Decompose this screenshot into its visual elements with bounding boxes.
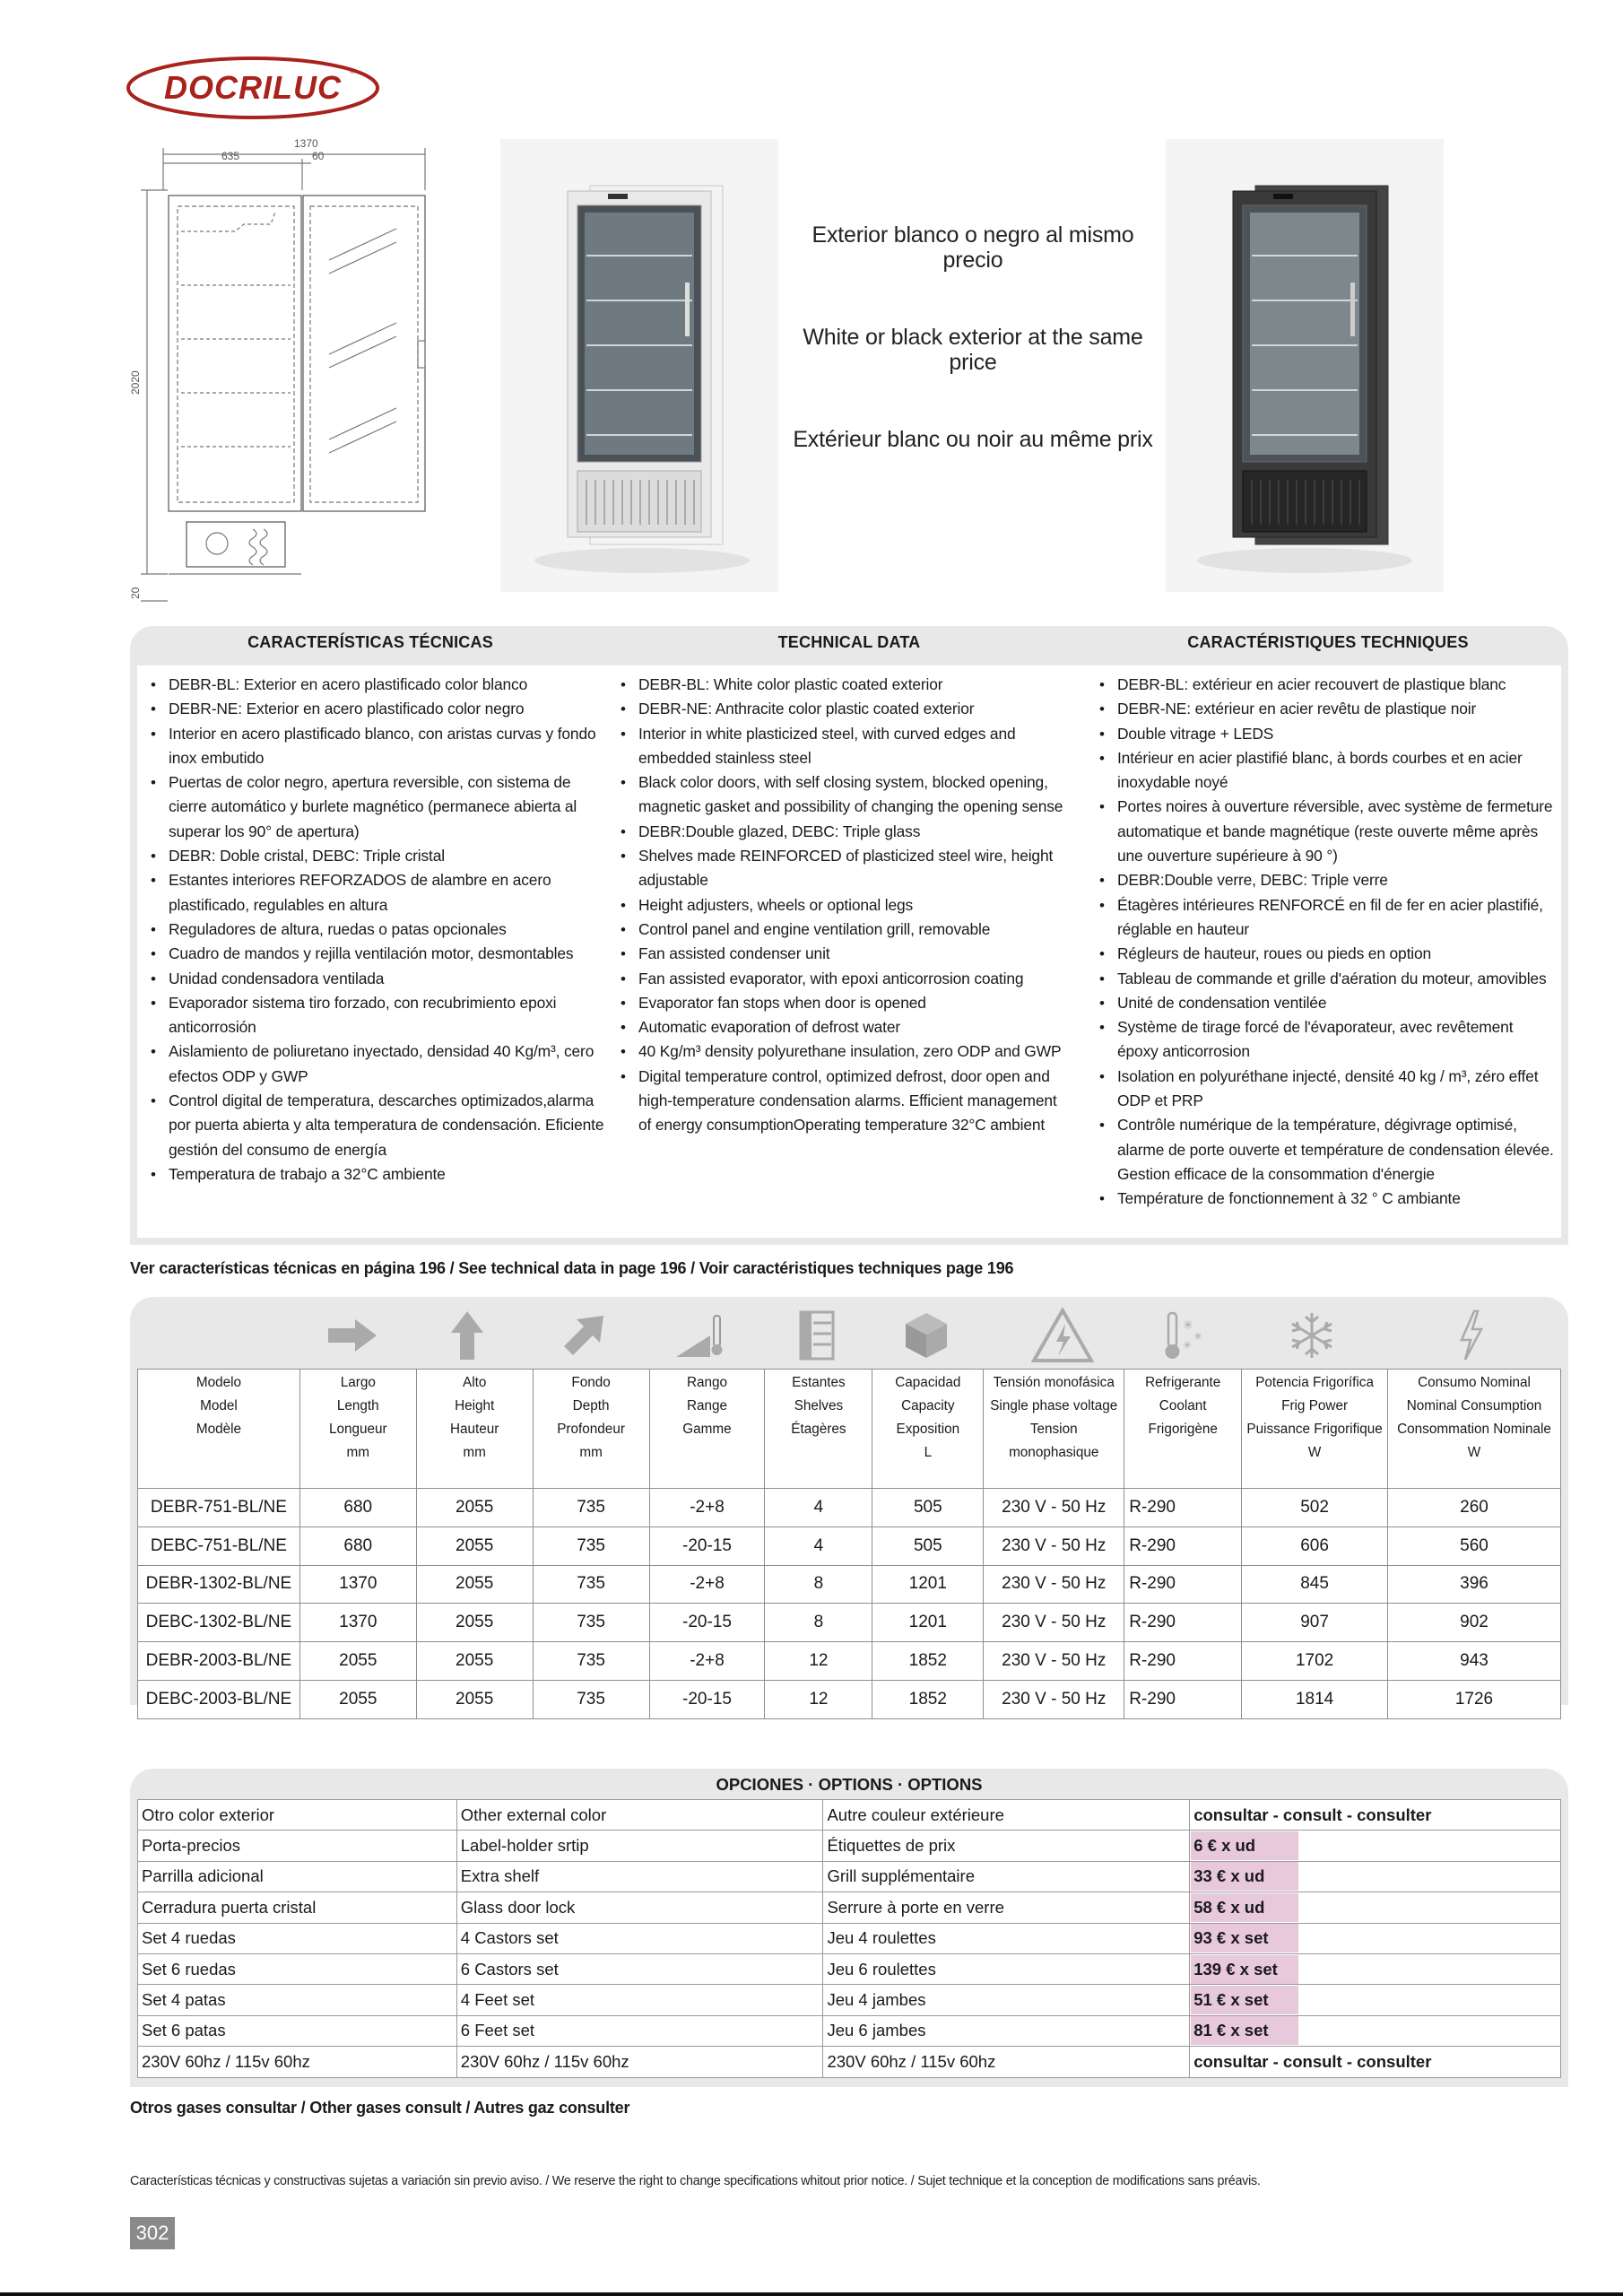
option-price-value: 139 € x set xyxy=(1191,1955,1298,1984)
column-header-line: Frig Power xyxy=(1281,1398,1349,1413)
option-price xyxy=(1190,1892,1561,1923)
table-cell: 1852 xyxy=(872,1680,984,1718)
table-cell: 735 xyxy=(533,1642,649,1681)
table-row xyxy=(138,1604,1561,1642)
column-header-line: Consommation Nominale xyxy=(1397,1422,1551,1437)
table-cell: 260 xyxy=(1388,1489,1561,1527)
column-header-line: mm xyxy=(346,1445,370,1460)
table-cell: 4 xyxy=(765,1489,872,1527)
dim-total-width: 1370 xyxy=(294,137,318,150)
table-header-row xyxy=(138,1370,1561,1489)
column-header-line: Shelves xyxy=(794,1398,844,1413)
option-name-en: Glass door lock xyxy=(456,1892,823,1923)
column-header-line: Fondo xyxy=(571,1375,611,1390)
column-header xyxy=(533,1370,649,1489)
option-name-es: 230V 60hz / 115v 60hz xyxy=(138,2047,457,2077)
column-header-line: mm xyxy=(463,1445,486,1460)
table-cell: 4 xyxy=(765,1526,872,1565)
option-name-fr: Étiquettes de prix xyxy=(823,1831,1190,1861)
model-name-cell: DEBC-2003-BL/NE xyxy=(138,1680,300,1718)
spec-item-en: • DEBR:Double glazed, DEBC: Triple glass xyxy=(616,820,1073,844)
column-header-line: Puissance Frigorifique xyxy=(1246,1422,1383,1437)
spec-item-es: • Estantes interiores REFORZADOS de alambre en acero plastificado, regulables en altura xyxy=(146,868,612,918)
model-name-cell: DEBC-751-BL/NE xyxy=(138,1526,300,1565)
column-header-line: Longueur xyxy=(328,1422,387,1437)
column-header-line: Coolant xyxy=(1159,1398,1207,1413)
option-price-value: 81 € x set xyxy=(1191,2016,1298,2045)
option-price-value: 51 € x set xyxy=(1191,1986,1298,2014)
arrow-up-icon xyxy=(422,1309,512,1361)
spec-item-fr: • Unité de condensation ventilée xyxy=(1095,991,1557,1015)
column-header-line: Potencia Frigorífica xyxy=(1255,1375,1374,1390)
table-cell: -20-15 xyxy=(649,1604,765,1642)
spec-item-es: • Aislamiento de poliuretano inyectado, densidad 40 Kg/m³, cero efectos ODP y GWP xyxy=(146,1039,612,1089)
voltage-warning-icon xyxy=(1018,1309,1107,1361)
specs-title-en: TECHNICAL DATA xyxy=(777,633,921,651)
column-header-line: Largo xyxy=(340,1375,376,1390)
table-cell: 943 xyxy=(1388,1642,1561,1681)
option-price xyxy=(1190,1985,1561,2015)
arrow-right-icon xyxy=(308,1309,397,1361)
option-row xyxy=(138,1831,1561,1861)
specs-title-es: CARACTERÍSTICAS TÉCNICAS xyxy=(247,633,493,651)
spec-item-es: • Control digital de temperatura, descarches optimizados,alarma por puerta abierta y alta temperatura de condensación. Eficiente gestión del consumo de energía xyxy=(146,1089,612,1162)
spec-item-fr: • DEBR-NE: extérieur en acier revêtu de plastique noir xyxy=(1095,697,1557,721)
column-header-line: Modelo xyxy=(195,1375,241,1390)
table-row xyxy=(138,1526,1561,1565)
white-fridge-image xyxy=(500,139,778,592)
column-header-line: Refrigerante xyxy=(1145,1375,1221,1390)
specs-title-fr: CARACTÉRISTIQUES TECHNIQUES xyxy=(1187,633,1469,651)
snowflake-icon xyxy=(1267,1309,1357,1361)
option-name-fr: Grill supplémentaire xyxy=(823,1861,1190,1892)
option-price: consultar - consult - consulter xyxy=(1190,2047,1561,2077)
specs-body xyxy=(137,633,1561,1238)
table-cell: 502 xyxy=(1242,1489,1388,1527)
dim-right-width: 60 xyxy=(312,150,325,162)
table-cell: 230 V - 50 Hz xyxy=(984,1565,1124,1604)
spec-item-fr: • Contrôle numérique de la température, dégivrage optimisé, alarme de porte ouverte et température de condensation élevée. Gestion efficace de la consommation d'énergie xyxy=(1095,1113,1557,1187)
option-price-value: 33 € x ud xyxy=(1191,1862,1298,1891)
svg-text:✳: ✳ xyxy=(1183,1339,1193,1352)
option-name-es: Set 4 patas xyxy=(138,1985,457,2015)
column-header-line: Exposition xyxy=(896,1422,960,1437)
spec-item-en: • Fan assisted evaporator, with epoxi anticorrosion coating xyxy=(616,967,1073,991)
column-header-line xyxy=(1124,1441,1241,1465)
table-cell: 8 xyxy=(765,1565,872,1604)
column-header-line: Nominal Consumption xyxy=(1406,1398,1542,1413)
column-header-line: Single phase voltage xyxy=(990,1398,1118,1413)
option-name-en: Label-holder srtip xyxy=(456,1831,823,1861)
column-header xyxy=(416,1370,533,1489)
column-header-line: W xyxy=(1467,1445,1481,1460)
column-header xyxy=(138,1370,300,1489)
slogan-en: White or black exterior at the same price xyxy=(803,325,1143,375)
option-name-fr: Autre couleur extérieure xyxy=(823,1800,1190,1831)
option-name-en: Other external color xyxy=(456,1800,823,1831)
option-name-en: 4 Feet set xyxy=(456,1985,823,2015)
column-header-line: Rango xyxy=(686,1375,728,1390)
spec-item-fr: • Double vitrage + LEDS xyxy=(1095,722,1557,746)
spec-item-fr: • DEBR:Double verre, DEBC: Triple verre xyxy=(1095,868,1557,892)
option-name-fr: Serrure à porte en verre xyxy=(823,1892,1190,1923)
column-header xyxy=(765,1370,872,1489)
table-cell: 2055 xyxy=(416,1526,533,1565)
column-header-line xyxy=(138,1441,299,1465)
specs-list-en xyxy=(616,673,1073,1138)
spec-item-es: • Puertas de color negro, apertura reversible, con sistema de cierre automático y burlete magnético (permanece abierta al superar los 90° de apertura) xyxy=(146,770,612,844)
spec-item-fr: • Système de tirage forcé de l'évaporateur, avec revêtement époxy anticorrosion xyxy=(1095,1015,1557,1065)
column-header xyxy=(299,1370,416,1489)
table-cell: 2055 xyxy=(299,1680,416,1718)
shelves-icon xyxy=(772,1309,862,1361)
specs-list-es xyxy=(146,673,612,1187)
table-row xyxy=(138,1565,1561,1604)
option-price xyxy=(1190,1831,1561,1861)
model-name-cell: DEBR-2003-BL/NE xyxy=(138,1642,300,1681)
column-header-line: Estantes xyxy=(792,1375,846,1390)
option-row xyxy=(138,1800,1561,1831)
table-cell: 230 V - 50 Hz xyxy=(984,1604,1124,1642)
technical-drawing xyxy=(127,135,432,610)
column-header-line: Tension monophasique xyxy=(1009,1422,1099,1460)
technical-specs-panel xyxy=(130,626,1568,1245)
specs-list-fr xyxy=(1095,673,1557,1212)
table-cell: 2055 xyxy=(416,1565,533,1604)
table-row xyxy=(138,1642,1561,1681)
model-name-cell: DEBR-751-BL/NE xyxy=(138,1489,300,1527)
table-cell: 2055 xyxy=(416,1642,533,1681)
table-cell: 505 xyxy=(872,1526,984,1565)
spec-item-es: • DEBR: Doble cristal, DEBC: Triple cristal xyxy=(146,844,612,868)
table-cell: 8 xyxy=(765,1604,872,1642)
option-name-es: Set 6 ruedas xyxy=(138,1953,457,1984)
slogan-es: Exterior blanco o negro al mismo precio xyxy=(812,222,1134,273)
option-name-fr: Jeu 4 roulettes xyxy=(823,1923,1190,1953)
table-cell: -20-15 xyxy=(649,1680,765,1718)
spec-item-es: • Temperatura de trabajo a 32°C ambiente xyxy=(146,1162,612,1187)
model-name-cell: DEBR-1302-BL/NE xyxy=(138,1565,300,1604)
table-cell: 1852 xyxy=(872,1642,984,1681)
column-header-line: Profondeur xyxy=(557,1422,625,1437)
table-cell: R-290 xyxy=(1124,1489,1242,1527)
options-table xyxy=(137,1799,1561,2078)
column-header-line: Depth xyxy=(572,1398,610,1413)
models-table-panel xyxy=(130,1297,1568,1709)
table-cell: 1726 xyxy=(1388,1680,1561,1718)
column-header xyxy=(649,1370,765,1489)
spec-item-fr: • Régleurs de hauteur, roues ou pieds en option xyxy=(1095,942,1557,966)
option-name-en: 4 Castors set xyxy=(456,1923,823,1953)
option-row xyxy=(138,1953,1561,1984)
column-header-line: Gamme xyxy=(682,1422,732,1437)
table-cell: 230 V - 50 Hz xyxy=(984,1489,1124,1527)
spec-item-en: • 40 Kg/m³ density polyurethane insulation, zero ODP and GWP xyxy=(616,1039,1073,1064)
option-row xyxy=(138,2047,1561,2077)
option-row xyxy=(138,1923,1561,1953)
models-table xyxy=(137,1369,1561,1719)
spec-item-en: • Control panel and engine ventilation grill, removable xyxy=(616,918,1073,942)
spec-item-es: • Cuadro de mandos y rejilla ventilación motor, desmontables xyxy=(146,942,612,966)
table-cell: -2+8 xyxy=(649,1642,765,1681)
table-cell: -2+8 xyxy=(649,1489,765,1527)
spec-item-en: • DEBR-BL: White color plastic coated exterior xyxy=(616,673,1073,697)
table-cell: 2055 xyxy=(416,1489,533,1527)
option-price xyxy=(1190,1953,1561,1984)
column-header-line: Alto xyxy=(463,1375,487,1390)
option-row xyxy=(138,1985,1561,2015)
option-name-en: 6 Feet set xyxy=(456,2015,823,2046)
table-cell: -2+8 xyxy=(649,1565,765,1604)
column-header-line: Model xyxy=(200,1398,238,1413)
spec-item-en: • Height adjusters, wheels or optional legs xyxy=(616,893,1073,918)
table-cell: 902 xyxy=(1388,1604,1561,1642)
option-price-value: 58 € x ud xyxy=(1191,1893,1298,1922)
option-price-value: 93 € x set xyxy=(1191,1924,1298,1952)
table-cell: 1370 xyxy=(299,1565,416,1604)
option-name-fr: 230V 60hz / 115v 60hz xyxy=(823,2047,1190,2077)
spec-item-fr: • Température de fonctionnement à 32 ° C ambiante xyxy=(1095,1187,1557,1211)
option-row xyxy=(138,1892,1561,1923)
table-row xyxy=(138,1680,1561,1718)
spec-item-fr: • Étagères intérieures RENFORCÉ en fil de fer en acier plastifié, réglable en hauteur xyxy=(1095,893,1557,943)
option-price xyxy=(1190,1861,1561,1892)
table-cell: 2055 xyxy=(416,1680,533,1718)
spec-item-fr: • Intérieur en acier plastifié blanc, à bords courbes et en acier inoxydable noyé xyxy=(1095,746,1557,796)
table-cell: 735 xyxy=(533,1526,649,1565)
table-cell: 560 xyxy=(1388,1526,1561,1565)
svg-text:✳: ✳ xyxy=(1193,1330,1203,1343)
column-header xyxy=(984,1370,1124,1489)
options-panel xyxy=(130,1769,1568,2087)
column-header-line: Capacidad xyxy=(895,1375,961,1390)
table-cell: 230 V - 50 Hz xyxy=(984,1526,1124,1565)
table-cell: 230 V - 50 Hz xyxy=(984,1680,1124,1718)
option-name-es: Cerradura puerta cristal xyxy=(138,1892,457,1923)
table-cell: 1814 xyxy=(1242,1680,1388,1718)
option-name-en: 6 Castors set xyxy=(456,1953,823,1984)
column-header-line: Length xyxy=(336,1398,379,1413)
table-cell: 735 xyxy=(533,1604,649,1642)
spec-item-es: • DEBR-BL: Exterior en acero plastificado color blanco xyxy=(146,673,612,697)
table-cell: 735 xyxy=(533,1565,649,1604)
option-price-value: 6 € x ud xyxy=(1191,1831,1298,1860)
option-name-es: Porta-precios xyxy=(138,1831,457,1861)
option-name-es: Set 6 patas xyxy=(138,2015,457,2046)
column-header-line: Consumo Nominal xyxy=(1418,1375,1531,1390)
table-cell: 12 xyxy=(765,1680,872,1718)
spec-item-fr: • Portes noires à ouverture réversible, avec système de fermeture automatique et bande magnétique (reste ouverte même après une ouverture supérieure à 90 °) xyxy=(1095,795,1557,868)
table-cell: 12 xyxy=(765,1642,872,1681)
column-header-line: L xyxy=(924,1445,933,1460)
column-header xyxy=(1242,1370,1388,1489)
table-cell: 1201 xyxy=(872,1565,984,1604)
column-header xyxy=(1388,1370,1561,1489)
spec-item-en: • Automatic evaporation of defrost water xyxy=(616,1015,1073,1039)
column-header-line: Height xyxy=(455,1398,495,1413)
bottom-rule xyxy=(0,2292,1623,2296)
spec-item-en: • Evaporator fan stops when door is opened xyxy=(616,991,1073,1015)
exterior-color-slogans xyxy=(785,222,1161,529)
table-cell: 1201 xyxy=(872,1604,984,1642)
table-cell: 735 xyxy=(533,1489,649,1527)
spec-item-es: • DEBR-NE: Exterior en acero plastificado color negro xyxy=(146,697,612,721)
table-cell: R-290 xyxy=(1124,1565,1242,1604)
spec-item-en: • Interior in white plasticized steel, with curved edges and embedded stainless steel xyxy=(616,722,1073,771)
option-price xyxy=(1190,2015,1561,2046)
dim-left-width: 635 xyxy=(221,150,240,162)
table-cell: 396 xyxy=(1388,1565,1561,1604)
column-header-line: Capacity xyxy=(901,1398,955,1413)
docriluc-logo xyxy=(126,56,380,120)
column-header-line: W xyxy=(1307,1445,1322,1460)
spec-item-es: • Reguladores de altura, ruedas o patas opcionales xyxy=(146,918,612,942)
column-header-line: Étagères xyxy=(791,1422,846,1437)
spec-item-es: • Interior en acero plastificado blanco, con aristas curvas y fondo inox embutido xyxy=(146,722,612,771)
table-cell: R-290 xyxy=(1124,1526,1242,1565)
column-header-line: Hauteur xyxy=(449,1422,499,1437)
option-name-es: Parrilla adicional xyxy=(138,1861,457,1892)
table-cell: 735 xyxy=(533,1680,649,1718)
option-price: consultar - consult - consulter xyxy=(1190,1800,1561,1831)
see-technical-data-note: Ver características técnicas en página 196 / See technical data in page 196 / Voir caractéristiques techniques page 196 xyxy=(130,1259,1014,1277)
dim-height: 2020 xyxy=(129,370,142,395)
svg-text:✳: ✳ xyxy=(1183,1318,1193,1332)
cube-icon xyxy=(881,1309,971,1361)
table-cell: 845 xyxy=(1242,1565,1388,1604)
table-cell: 680 xyxy=(299,1526,416,1565)
dim-base: 20 xyxy=(129,587,142,599)
spec-item-en: • Fan assisted condenser unit xyxy=(616,942,1073,966)
svg-text:DOCRILUC: DOCRILUC xyxy=(164,69,342,106)
spec-item-en: • Black color doors, with self closing system, blocked opening, magnetic gasket and possibility of changing the opening sense xyxy=(616,770,1073,820)
page-number: 302 xyxy=(130,2217,175,2249)
column-header-line: Tensión monofásica xyxy=(993,1375,1115,1390)
table-cell: 606 xyxy=(1242,1526,1388,1565)
table-cell: 2055 xyxy=(299,1642,416,1681)
table-cell: -20-15 xyxy=(649,1526,765,1565)
option-name-es: Otro color exterior xyxy=(138,1800,457,1831)
column-header-line xyxy=(765,1441,872,1465)
table-icons-row xyxy=(130,1297,1568,1369)
spec-item-es: • Unidad condensadora ventilada xyxy=(146,967,612,991)
option-name-fr: Jeu 6 roulettes xyxy=(823,1953,1190,1984)
table-cell: 1702 xyxy=(1242,1642,1388,1681)
table-cell: 505 xyxy=(872,1489,984,1527)
lightning-icon xyxy=(1427,1309,1516,1361)
table-cell: 1370 xyxy=(299,1604,416,1642)
spec-item-fr: • DEBR-BL: extérieur en acier recouvert de plastique blanc xyxy=(1095,673,1557,697)
spec-item-en: • Shelves made REINFORCED of plasticized steel wire, height adjustable xyxy=(616,844,1073,893)
column-header-line xyxy=(984,1465,1124,1488)
option-name-es: Set 4 ruedas xyxy=(138,1923,457,1953)
table-cell: 907 xyxy=(1242,1604,1388,1642)
column-header xyxy=(872,1370,984,1489)
option-name-en: 230V 60hz / 115v 60hz xyxy=(456,2047,823,2077)
table-cell: 230 V - 50 Hz xyxy=(984,1642,1124,1681)
column-header-line: Range xyxy=(686,1398,728,1413)
svg-text:®: ® xyxy=(350,67,355,75)
table-cell: 2055 xyxy=(416,1604,533,1642)
table-cell: R-290 xyxy=(1124,1604,1242,1642)
spec-item-fr: • Tableau de commande et grille d'aération du moteur, amovibles xyxy=(1095,967,1557,991)
black-fridge-image xyxy=(1166,139,1444,592)
thermometer-range-icon xyxy=(655,1309,745,1361)
option-name-en: Extra shelf xyxy=(456,1861,823,1892)
spec-item-es: • Evaporador sistema tiro forzado, con recubrimiento epoxi anticorrosión xyxy=(146,991,612,1040)
table-row xyxy=(138,1489,1561,1527)
column-header-line: Modèle xyxy=(195,1422,241,1437)
column-header-line: Frigorigène xyxy=(1148,1422,1218,1437)
column-header-line xyxy=(650,1441,765,1465)
options-title: OPCIONES · OPTIONS · OPTIONS xyxy=(716,1775,983,1794)
spec-item-en: • DEBR-NE: Anthracite color plastic coated exterior xyxy=(616,697,1073,721)
option-row xyxy=(138,2015,1561,2046)
table-cell: R-290 xyxy=(1124,1680,1242,1718)
thermometer-snow-icon xyxy=(1140,1309,1229,1361)
other-gases-note: Otros gases consultar / Other gases consult / Autres gaz consulter xyxy=(130,2099,630,2117)
spec-item-fr: • Isolation en polyuréthane injecté, densité 40 kg / m³, zéro effet ODP et PRP xyxy=(1095,1065,1557,1114)
column-header-line: mm xyxy=(579,1445,603,1460)
column-header xyxy=(1124,1370,1242,1489)
arrow-diagonal-icon xyxy=(539,1309,629,1361)
spec-item-en: • Digital temperature control, optimized defrost, door open and high-temperature condensation alarms. Efficient management of energy consumptionOperating temperature 32°C ambient xyxy=(616,1065,1073,1138)
table-cell: R-290 xyxy=(1124,1642,1242,1681)
option-name-fr: Jeu 6 jambes xyxy=(823,2015,1190,2046)
disclaimer: Características técnicas y constructivas sujetas a variación sin previo aviso. / We reserve the right to change specifications whitout prior notice. / Sujet technique et la conception de modifications sans préavis. xyxy=(130,2174,1261,2188)
option-price xyxy=(1190,1923,1561,1953)
table-cell: 680 xyxy=(299,1489,416,1527)
option-name-fr: Jeu 4 jambes xyxy=(823,1985,1190,2015)
slogan-fr: Extérieur blanc ou noir au même prix xyxy=(793,427,1153,452)
option-row xyxy=(138,1861,1561,1892)
model-name-cell: DEBC-1302-BL/NE xyxy=(138,1604,300,1642)
